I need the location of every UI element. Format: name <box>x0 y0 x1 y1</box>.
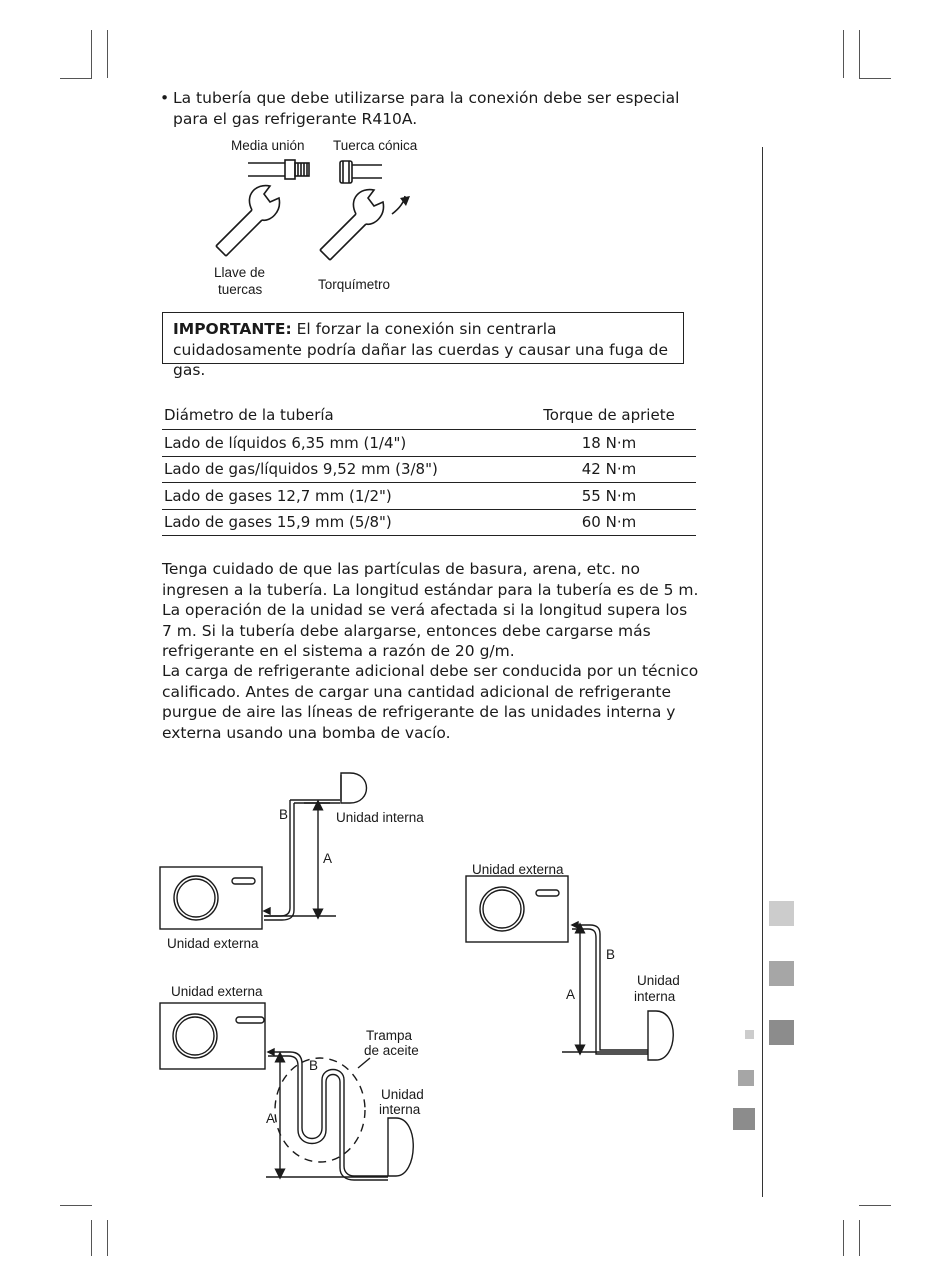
crop-mark <box>60 1205 92 1206</box>
crop-mark <box>843 30 844 78</box>
cell-diametro: Lado de gases 12,7 mm (1/2") <box>162 483 522 510</box>
bullet-text: La tubería que debe utilizarse para la conexión debe ser especial para el gas refrigerante R410A. <box>173 89 680 128</box>
fig1-label-b: B <box>279 807 289 822</box>
header-torque: Torque de apriete <box>543 406 675 424</box>
fig3-label-indoor-line1: Unidad <box>381 1087 424 1102</box>
cell-torque: 55 N·m <box>522 483 696 510</box>
crop-mark <box>859 30 860 78</box>
crop-mark <box>859 1220 860 1256</box>
paragraph: Tenga cuidado de que las partículas de basura, arena, etc. no ingresen a la tubería. La longitud estándar para la tubería es de 5 m. La operación de la unidad se verá afectada si la longitud supera los 7 m. Si la tubería debe alargarse, entonces debe cargarse más refrigerante en el sistema a razón de 20 g/m. <box>162 560 699 660</box>
table-row <box>162 509 696 536</box>
label-media-union: Media unión <box>231 138 305 153</box>
table-row <box>162 456 696 483</box>
cell-diametro: Lado de gases 15,9 mm (5/8") <box>162 509 522 536</box>
important-label: IMPORTANTE: <box>173 320 292 338</box>
table-row <box>162 430 696 457</box>
header-diametro: Diámetro de la tubería <box>164 406 334 424</box>
crop-mark <box>91 30 92 78</box>
fig1-label-a: A <box>323 851 333 866</box>
side-marker <box>745 1030 754 1039</box>
cell-torque: 42 N·m <box>522 456 696 483</box>
label-llave-line2: tuercas <box>218 282 263 297</box>
side-tab <box>769 901 794 926</box>
fig3-label-b: B <box>309 1058 319 1073</box>
fig3-label-indoor-line2: interna <box>379 1102 421 1117</box>
label-tuerca-conica: Tuerca cónica <box>333 138 418 153</box>
fig2-label-outdoor: Unidad externa <box>472 862 564 877</box>
label-torquimetro: Torquímetro <box>318 277 391 292</box>
fig1-label-outdoor: Unidad externa <box>167 936 259 951</box>
fig3-label-a: A <box>266 1111 276 1126</box>
side-marker <box>733 1108 755 1130</box>
fig2-label-indoor-line2: interna <box>634 989 676 1004</box>
cell-torque: 60 N·m <box>522 509 696 536</box>
crop-mark <box>107 30 108 78</box>
cell-torque: 18 N·m <box>522 430 696 457</box>
table-row <box>162 483 696 510</box>
fig2-label-indoor-line1: Unidad <box>637 973 680 988</box>
fig3-label-trap-line1: Trampa <box>366 1028 413 1043</box>
cell-diametro: Lado de gas/líquidos 9,52 mm (3/8") <box>162 456 522 483</box>
paragraph: La carga de refrigerante adicional debe ser conducida por un técnico calificado. Antes de cargar una cantidad adicional de refrigerante purgue de aire las líneas de refrigerante de las unidades interna y externa usando una bomba de vacío. <box>162 662 699 742</box>
crop-mark <box>60 78 92 79</box>
side-tab <box>769 961 794 986</box>
bullet-item <box>160 88 705 129</box>
crop-mark <box>859 1205 891 1206</box>
label-llave-line1: Llave de <box>214 265 266 280</box>
crop-mark <box>91 1220 92 1256</box>
important-text: El forzar la conexión sin centrarla cuidadosamente podría dañar las cuerdas y causar una fuga de gas. <box>173 320 669 379</box>
fig3-label-outdoor: Unidad externa <box>171 984 263 999</box>
cell-diametro: Lado de líquidos 6,35 mm (1/4") <box>162 430 522 457</box>
side-tab <box>769 1020 794 1045</box>
table-header <box>162 401 696 430</box>
fig1-label-indoor: Unidad interna <box>336 810 424 825</box>
fig2-label-a: A <box>566 987 576 1002</box>
side-marker <box>738 1070 754 1086</box>
margin-rule <box>762 147 763 1197</box>
important-box <box>162 312 684 379</box>
fig3-label-trap-line2: de aceite <box>364 1043 419 1058</box>
torque-table <box>162 401 696 536</box>
crop-mark <box>107 1220 108 1256</box>
crop-mark <box>859 78 891 79</box>
bullet-symbol: • <box>160 89 170 107</box>
crop-mark <box>843 1220 844 1256</box>
fig2-label-b: B <box>606 947 616 962</box>
